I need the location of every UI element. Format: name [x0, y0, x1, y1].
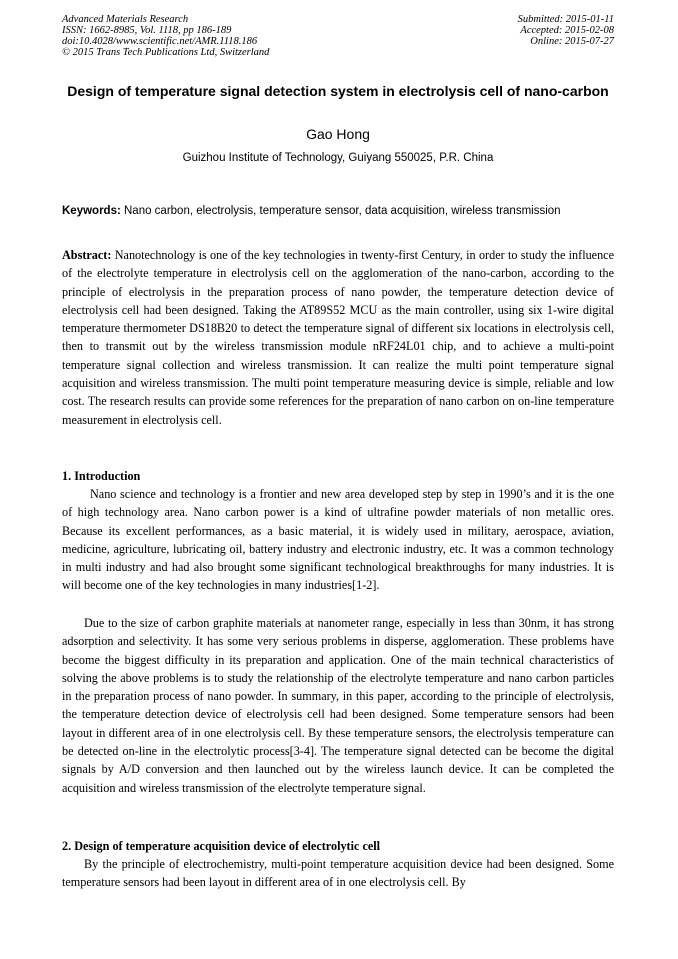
submitted-date: Submitted: 2015-01-11 — [517, 14, 614, 25]
intro-paragraph-2: Due to the size of carbon graphite materials at nanometer range, especially in less than 30nm, it has strong adsorption and selectivity. It has some very serious problems in disperse, agglomeration. These problems have become the biggest difficulty in its preparation and application. One of the main technical characteristics of solving the above problems is to study the relationship of the electrolyte temperature and nano carbon particles in the preparation process of nano powder. In summary, in this paper, according to the principle of electrolysis, the temperature detection device of electrolysis cell had been designed. Some temperature sensors had been layout in different area of in one electrolysis cell. By these temperature sensors, the electrolysis temperature can be detected on-line in the electrolytic process[3-4]. The temperature signal detected can be become the digital signals by A/D conversion and then launched out by the wireless launch device. It can be completed the acquisition and wireless transmission of the electrolyte temperature signal. — [62, 616, 614, 795]
keywords-label: Keywords: — [62, 205, 121, 217]
journal-name: Advanced Materials Research — [62, 14, 189, 25]
doi-line[interactable]: doi:10.4028/www.scientific.net/AMR.1118.186 — [62, 36, 258, 47]
abstract-text: Nanotechnology is one of the key technologies in twenty-first Century, in order to study the influence of the electrolyte temperature in electrolysis cell on the agglomeration of the nano-carbon, according to the principle of electrolysis in the preparation process of nano powder, the temperature detection device of electrolysis cell had been designed. Taking the AT89S52 MCU as the main controller, using six 1-wire digital temperature thermometer DS18B20 to detect the temperature signal of different six locations in electrolysis cell, then to transmit out by the wireless transmission module nRF24L01 chip, and to achieve a multi-point temperature signal collection and wireless transmission. It can realize the multi point temperature signal acquisition and wireless transmission. The multi point temperature measuring device is simple, reliable and low cost. The research results can provide some references for the preparation of nano carbon on on-line temperature measurement in electrolysis cell. — [62, 248, 614, 427]
keywords-text: Nano carbon, electrolysis, temperature sensor, data acquisition, wireless transmission — [120, 205, 561, 217]
online-date: Online: 2015-07-27 — [530, 36, 614, 47]
accepted-date: Accepted: 2015-02-08 — [520, 25, 614, 36]
design-paragraph-1: By the principle of electrochemistry, multi-point temperature acquisition device had been designed. Some temperature sensors had been layout in different area of in one electrolysis cell. By — [62, 857, 614, 890]
journal-info — [62, 14, 269, 58]
abstract-label: Abstract: — [62, 248, 112, 262]
author-name: Gao Hong — [306, 126, 370, 142]
copyright-line: © 2015 Trans Tech Publications Ltd, Switzerland — [62, 47, 270, 58]
issn-line: ISSN: 1662-8985, Vol. 1118, pp 186-189 — [62, 25, 232, 36]
publication-dates — [518, 14, 614, 47]
author-affiliation: Guizhou Institute of Technology, Guiyang 550025, P.R. China — [182, 152, 494, 164]
abstract — [62, 246, 614, 429]
keywords — [62, 204, 622, 218]
paper-title: Design of temperature signal detection system in electrolysis cell of nano-carbon — [67, 83, 609, 99]
section-heading-design: 2. Design of temperature acquisition device of electrolytic cell — [62, 839, 381, 853]
section-heading-introduction: 1. Introduction — [62, 469, 141, 483]
intro-paragraph-1: Nano science and technology is a frontier and new area developed step by step in 1990’s and it is the one of high technology area. Nano carbon power is a kind of ultrafine powder materials of non metallic ores. Because its excellent performances, as a basic material, it is widely used in military, aerospace, aviation, medicine, agriculture, lubricating oil, battery industry and electronic industry, etc. It was a common technology in multi industry and had also brought some significant technological breakthroughs for many industries. It is will become one of the key technologies in many industries[1-2]. — [62, 487, 614, 593]
